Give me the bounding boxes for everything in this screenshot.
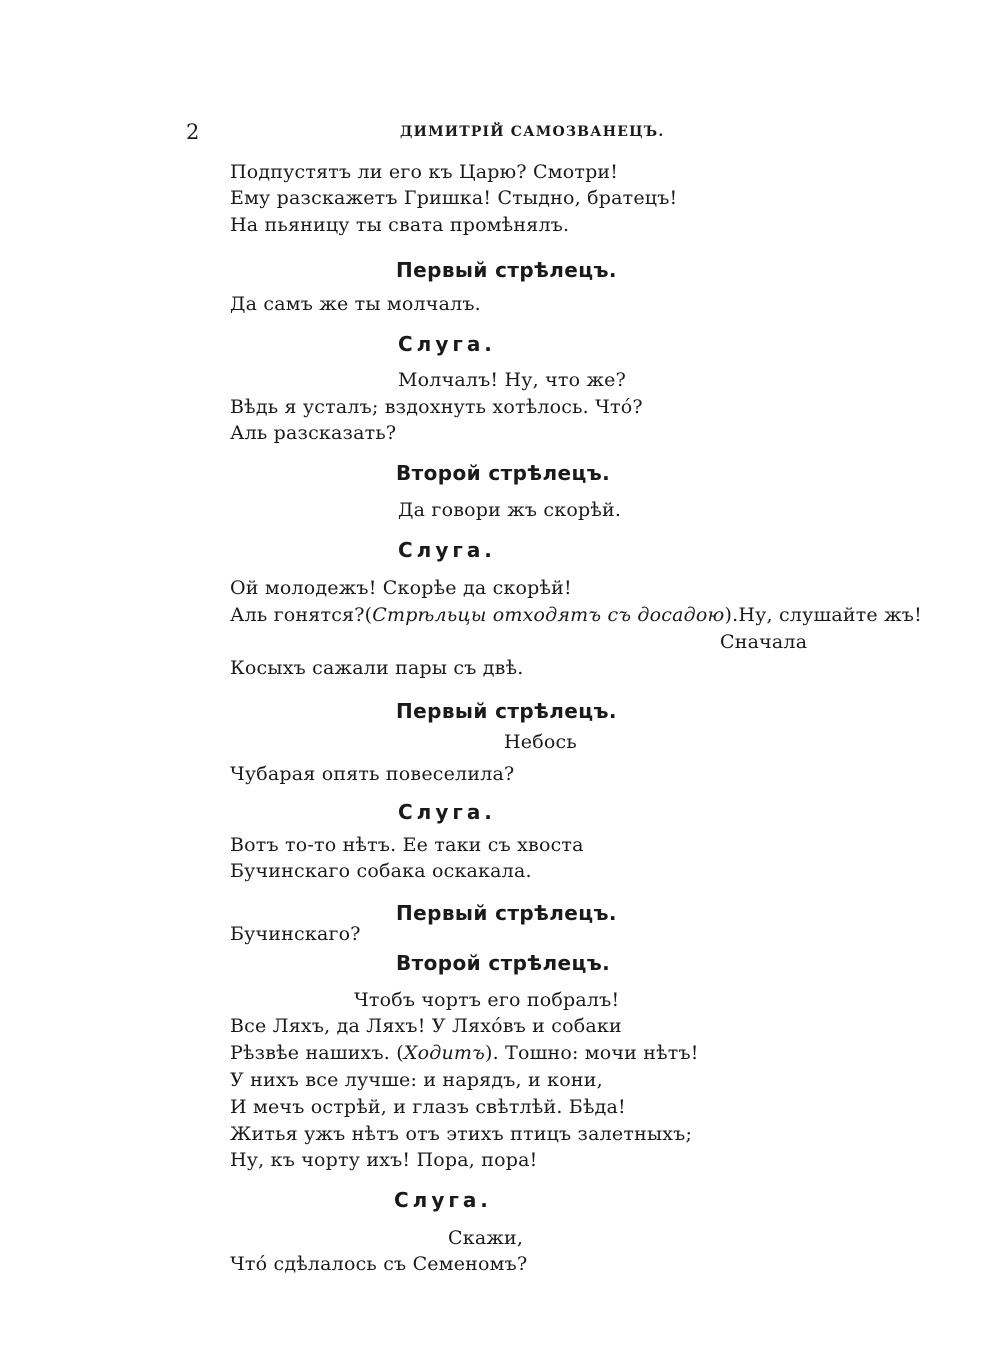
verse-line: И мечъ острѣй, и глазъ свѣтлѣй. Бѣда!: [230, 1096, 626, 1118]
verse-line: Сначала: [720, 631, 808, 653]
verse-line: На пьяницу ты свата промѣнялъ.: [230, 214, 570, 236]
verse-text: Аль гонятся?(: [230, 604, 373, 626]
speaker-heading: Второй стрѣлецъ.: [396, 951, 611, 975]
page-number: 2: [186, 120, 200, 144]
verse-line: Скажи,: [448, 1227, 524, 1249]
speaker-heading: Первый стрѣлецъ.: [396, 258, 617, 282]
verse-line: Ему разскажетъ Гришка! Стыдно, братецъ!: [230, 187, 678, 209]
speaker-heading: Слуга.: [394, 1188, 492, 1212]
speaker-heading: Первый стрѣлецъ.: [396, 699, 617, 723]
verse-line: [230, 603, 922, 627]
speaker-heading: Слуга.: [398, 800, 496, 824]
stage-direction: Стрѣльцы отходятъ съ досадою: [372, 604, 725, 626]
running-title: ДИМИТРІЙ САМОЗВАНЕЦЪ.: [400, 124, 665, 140]
verse-line: Да говори жъ скорѣй.: [398, 499, 622, 521]
verse-line: Аль разсказать?: [230, 422, 397, 444]
verse-line: Небось: [504, 731, 577, 753]
speaker-heading: Слуга.: [398, 538, 496, 562]
speaker-heading: Слуга.: [398, 332, 496, 356]
verse-line: Бучинскаго собака оскакала.: [230, 860, 532, 882]
verse-line: Вѣдь я усталъ; вздохнуть хотѣлось. Чтó?: [230, 396, 643, 418]
verse-line: Бучинскаго?: [230, 923, 361, 945]
verse-line: Чтобъ чортъ его побралъ!: [354, 989, 620, 1011]
verse-line: [230, 1041, 699, 1065]
verse-line: Все Ляхъ, да Ляхъ! У Ляхóвъ и собаки: [230, 1015, 622, 1037]
verse-text: Рѣзвѣе нашихъ. (: [230, 1042, 404, 1064]
verse-line: Вотъ то-то нѣтъ. Ее таки съ хвоста: [230, 834, 584, 856]
verse-text: ).Ну, слушайте жъ!: [724, 604, 922, 626]
verse-line: Ой молодежъ! Скорѣе да скорѣй!: [230, 577, 572, 599]
verse-line: У нихъ все лучше: и нарядъ, и кони,: [230, 1069, 603, 1091]
verse-text: ). Тошно: мочи нѣтъ!: [484, 1042, 699, 1064]
verse-line: Чубарая опять повеселила?: [230, 763, 515, 785]
stage-direction: Ходитъ: [403, 1042, 485, 1064]
verse-line: Чтó сдѣлалось съ Семеномъ?: [230, 1253, 528, 1275]
verse-line: Да самъ же ты молчалъ.: [230, 293, 481, 315]
verse-line: Подпустятъ ли его къ Царю? Смотри!: [230, 161, 619, 183]
speaker-heading: Второй стрѣлецъ.: [396, 461, 611, 485]
verse-line: Ну, къ чорту ихъ! Пора, пора!: [230, 1149, 538, 1171]
verse-line: Косыхъ сажали пары съ двѣ.: [230, 657, 524, 679]
verse-line: Молчалъ! Ну, что же?: [398, 369, 626, 391]
speaker-heading: Первый стрѣлецъ.: [396, 901, 617, 925]
verse-line: Житья ужъ нѣтъ отъ этихъ птицъ залетныхъ;: [230, 1123, 693, 1145]
